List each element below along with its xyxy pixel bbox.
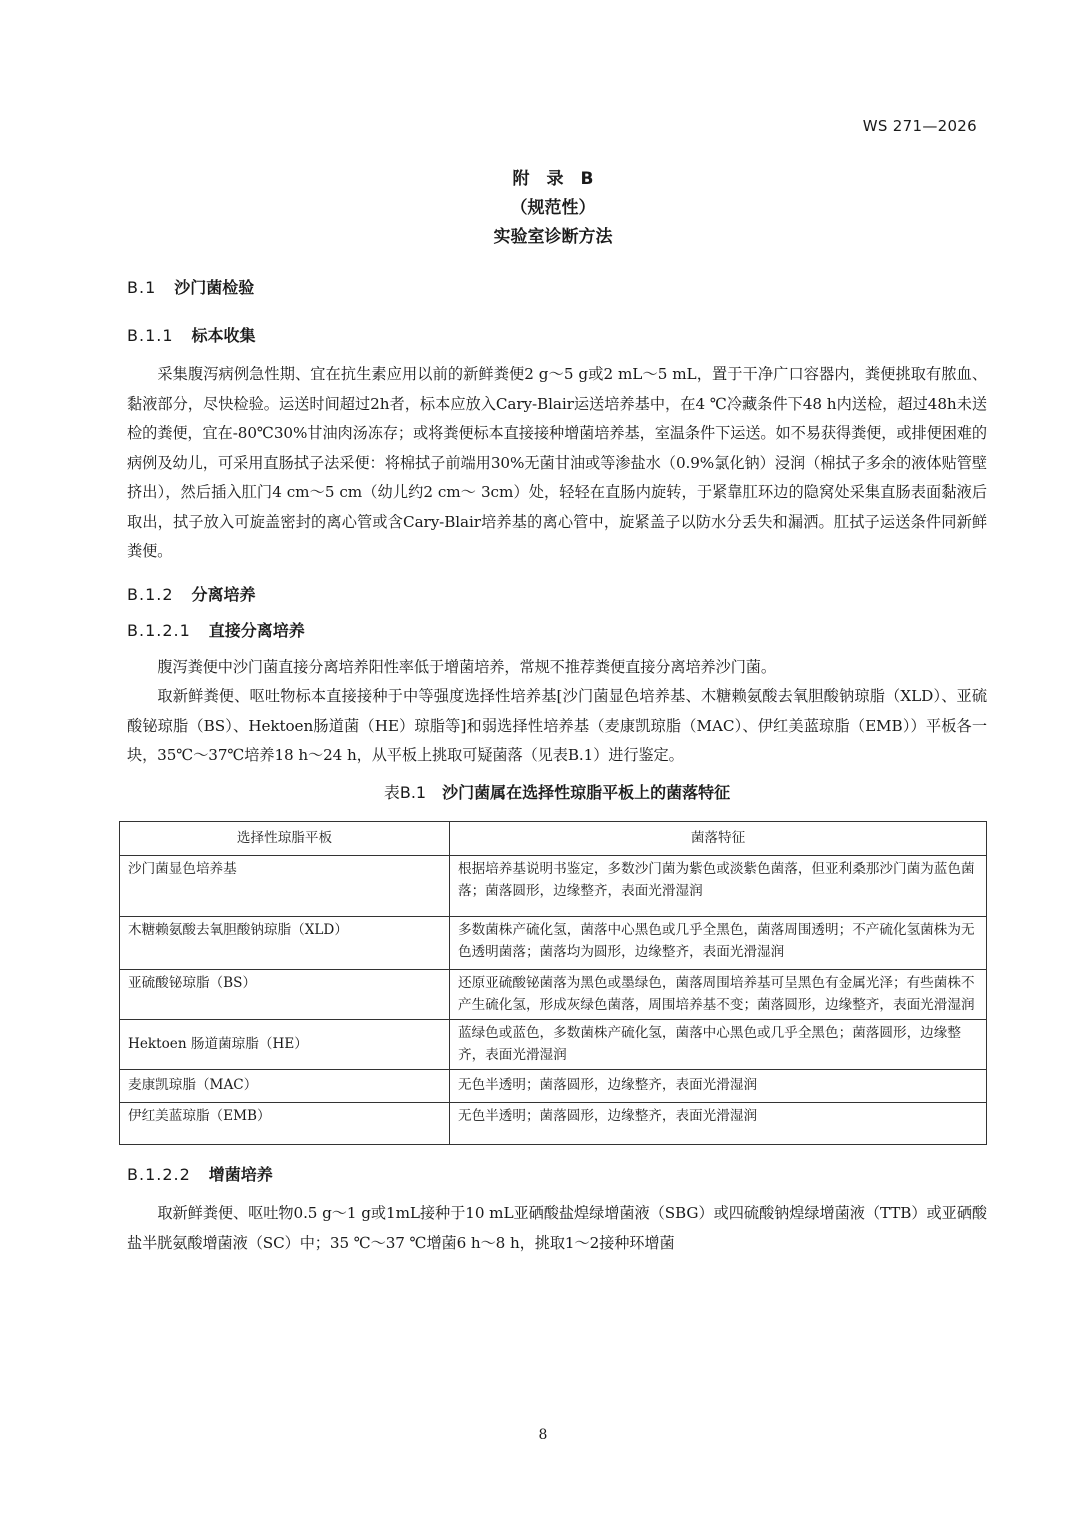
paragraph-direct-culture-note: 腹泻粪便中沙门菌直接分离培养阳性率低于增菌培养，常规不推荐粪便直接分离培养沙门菌。	[157, 657, 776, 676]
feature-cell: 多数菌株产硫化氢，菌落中心黑色或几乎全黑色，菌落周围透明；不产硫化氢菌株为无色透明菌落；菌落均为圆形，边缘整齐，表面光滑湿润	[450, 917, 987, 970]
table-row	[120, 970, 987, 1020]
appendix-title: 附 录 B	[512, 169, 594, 189]
colony-characteristics-table	[119, 821, 987, 1146]
section-title: 沙门菌检验	[174, 278, 255, 297]
table-header-cell: 菌落特征	[450, 821, 987, 856]
table-row	[120, 1103, 987, 1145]
section-b12-heading	[127, 581, 987, 609]
medium-cell: Hektoen 肠道菌琼脂（HE）	[120, 1020, 450, 1070]
medium-cell: 沙门菌显色培养基	[120, 856, 450, 917]
table-row	[120, 1070, 987, 1103]
section-title: 分离培养	[191, 584, 256, 604]
table-number: 表B.1	[383, 782, 427, 802]
section-number: B.1.2.1	[127, 620, 191, 640]
feature-cell: 根据培养基说明书鉴定，多数沙门菌为紫色或淡紫色菌落，但亚利桑那沙门菌为蓝色菌落；菌落圆形，边缘整齐，表面光滑湿润	[450, 856, 987, 917]
document-body	[127, 274, 987, 1258]
appendix-heading	[0, 165, 1080, 252]
table-row	[120, 856, 987, 917]
appendix-name: 实验室诊断方法	[493, 227, 613, 247]
feature-cell: 蓝绿色或蓝色，多数菌株产硫化氢，菌落中心黑色或几乎全黑色；菌落圆形，边缘整齐，表面光滑湿润	[450, 1020, 987, 1070]
section-b1-heading	[127, 274, 987, 302]
medium-cell: 麦康凯琼脂（MAC）	[120, 1070, 450, 1103]
section-b11-heading	[127, 322, 987, 350]
table-header-row	[120, 821, 987, 856]
medium-cell: 木糖赖氨酸去氧胆酸钠琼脂（XLD）	[120, 917, 450, 970]
section-number: B.1	[127, 278, 157, 297]
section-number: B.1.2.2	[127, 1165, 191, 1184]
table-caption	[127, 779, 987, 807]
page-number: 8	[538, 1427, 548, 1443]
standard-code: WS 271—2026	[862, 117, 977, 135]
feature-cell: 还原亚硫酸铋菌落为黑色或墨绿色，菌落周围培养基可呈黑色有金属光泽；有些菌株不产生硫化氢，形成灰绿色菌落，周围培养基不变；菌落圆形，边缘整齐，表面光滑湿润	[450, 970, 987, 1020]
section-b122-heading	[127, 1161, 987, 1189]
feature-cell: 无色半透明；菌落圆形，边缘整齐，表面光滑湿润	[450, 1103, 987, 1145]
section-number: B.1.2	[127, 584, 174, 604]
paragraph-enrichment-culture: 取新鲜粪便、呕吐物0.5 g～1 g或1mL接种于10 mL亚硒酸盐煌绿增菌液（SBG）或四硫酸钠煌绿增菌液（TTB）或亚硒酸盐半胱氨酸增菌液（SC）中；35 ℃～37 ℃增菌6 h～8 h，挑取1～2接种环增菌	[127, 1204, 987, 1252]
section-title: 标本收集	[191, 326, 256, 345]
paragraph-specimen-collection: 采集腹泻病例急性期、宜在抗生素应用以前的新鲜粪便2 g～5 g或2 mL～5 mL，置于干净广口容器内，粪便挑取有脓血、黏液部分，尽快检验。运送时间超过2h者，标本应放入Cary-Blair运送培养基中，在4 ℃冷藏条件下48 h内送检，超过48h未送检的粪便，宜在-80℃30%甘油肉汤冻存；或将粪便标本直接接种增菌培养基，室温条件下运送。如不易获得粪便，或排便困难的病例及幼儿，可采用直肠拭子法采便：将棉拭子前端用30%无菌甘油或等渗盐水（0.9%氯化钠）浸润（棉拭子多余的液体贴管壁挤出），然后插入肛门4 cm～5 cm（幼儿约2 cm～ 3cm）处，轻轻在直肠内旋转，于紧靠肛环边的隐窝处采集直肠表面黏液后取出，拭子放入可旋盖密封的离心管或含Cary-Blair培养基的离心管中，旋紧盖子以防水分丢失和漏洒。肛拭子运送条件同新鲜粪便。	[127, 365, 987, 560]
appendix-type: （规范性）	[510, 198, 596, 218]
section-number: B.1.1	[127, 326, 174, 345]
table-header-cell: 选择性琼脂平板	[120, 821, 450, 856]
table-title: 沙门菌属在选择性琼脂平板上的菌落特征	[442, 782, 731, 802]
paragraph-direct-culture-method: 取新鲜粪便、呕吐物标本直接接种于中等强度选择性培养基[沙门菌显色培养基、木糖赖氨酸去氧胆酸钠琼脂（XLD）、亚硫酸铋琼脂（BS）、Hektoen肠道菌（HE）琼脂等]和弱选择性培养基（麦康凯琼脂（MAC）、伊红美蓝琼脂（EMB））平板各一块，35℃～37℃培养18 h～24 h，从平板上挑取可疑菌落（见表B.1）进行鉴定。	[127, 687, 987, 764]
medium-cell: 伊红美蓝琼脂（EMB）	[120, 1103, 450, 1145]
section-b121-heading	[127, 617, 987, 645]
section-title: 增菌培养	[208, 1165, 273, 1184]
table-row	[120, 917, 987, 970]
section-title: 直接分离培养	[208, 620, 305, 640]
medium-cell: 亚硫酸铋琼脂（BS）	[120, 970, 450, 1020]
table-row	[120, 1020, 987, 1070]
feature-cell: 无色半透明；菌落圆形，边缘整齐，表面光滑湿润	[450, 1070, 987, 1103]
